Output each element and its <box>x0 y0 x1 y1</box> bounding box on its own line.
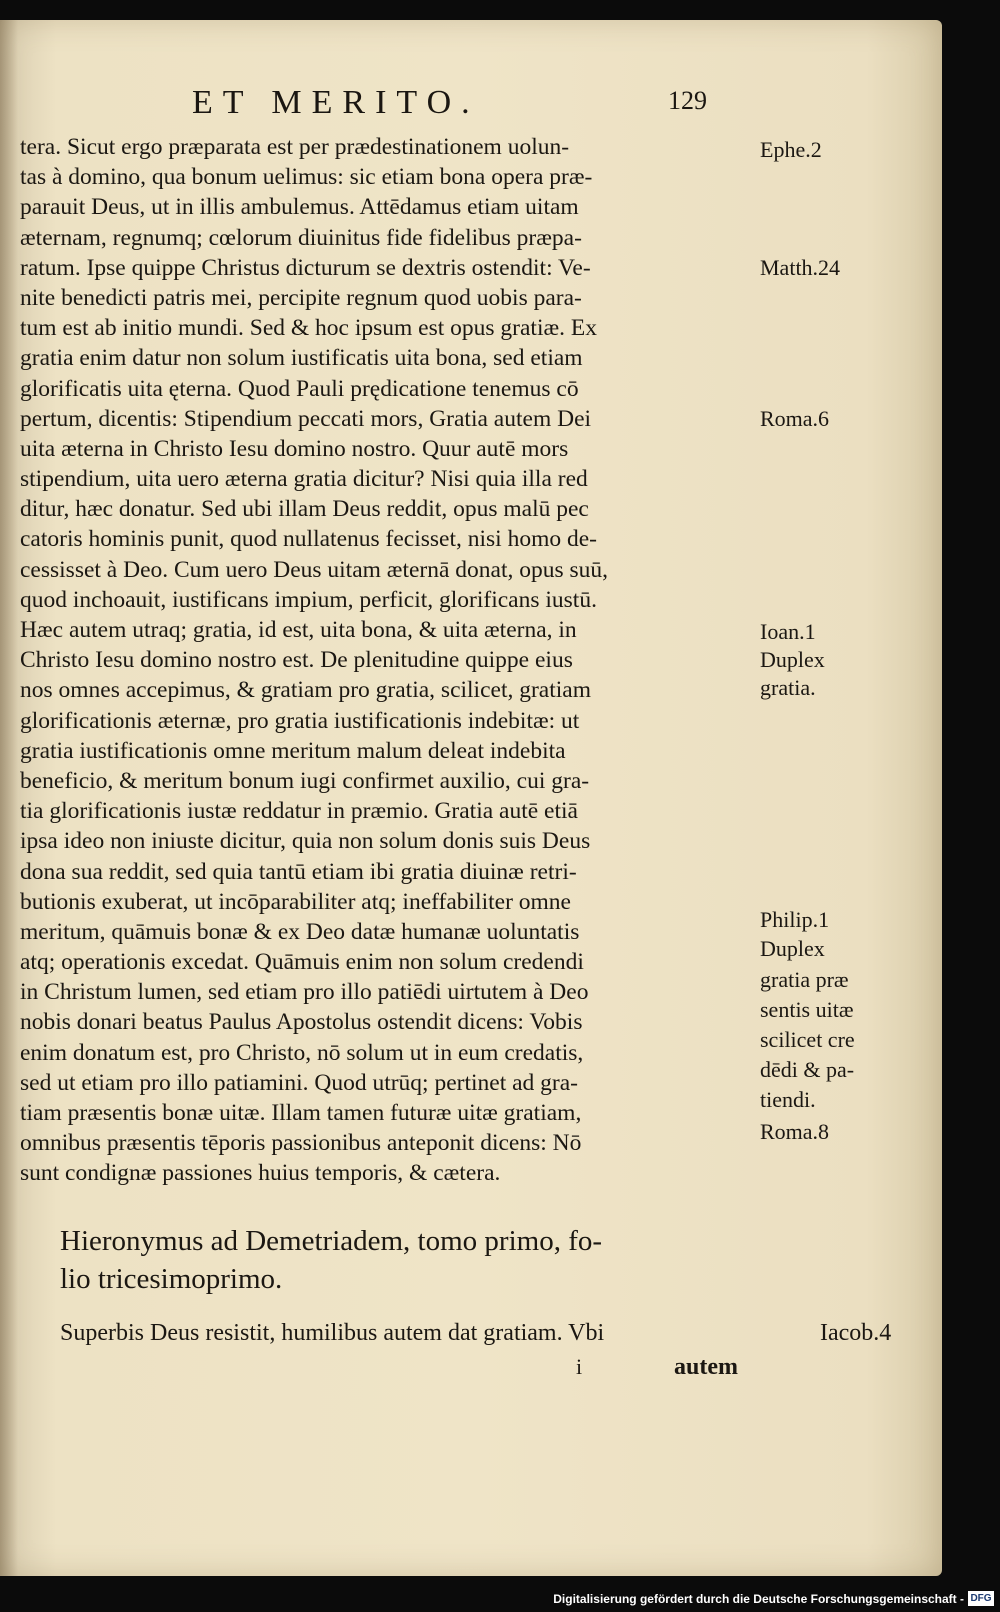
text-line: tum est ab initio mundi. Sed & hoc ipsum est opus gratiæ. Ex <box>20 315 598 342</box>
margin-note-dendi: dēdi & pa- <box>760 1057 855 1082</box>
catchword: autem <box>674 1354 738 1380</box>
text-line: gratia iustificationis omne meritum malum deleat indebita <box>20 737 566 764</box>
binding-shadow <box>0 20 18 1576</box>
text-line: glorificationis æternæ, pro gratia iustificationis indebitæ: ut <box>20 707 580 734</box>
text-line: ipsa ideo non iniuste dicitur, quia non solum donis suis Deus <box>20 828 591 855</box>
margin-note-philip: Philip.1 <box>760 907 830 932</box>
text-line: stipendium, uita uero æterna gratia dicitur? Nisi quia illa red <box>20 466 588 493</box>
page-number: 129 <box>668 86 707 115</box>
section-first-line: Superbis Deus resistit, humilibus autem dat gratiam. Vbi <box>60 1320 605 1346</box>
text-line: beneficio, & meritum bonum iugi confirmet auxilio, cui gra- <box>20 767 590 794</box>
section-heading-line: Hieronymus ad Demetriadem, tomo primo, fo- <box>60 1225 603 1257</box>
margin-note-ioan: Ioan.1 <box>760 619 816 644</box>
text-line: enim donatum est, pro Christo, nō solum ut in eum credatis, <box>20 1039 584 1066</box>
text-line: Hæc autem utraq; gratia, id est, uita bona, & uita æterna, in <box>20 617 577 643</box>
text-line: nobis donari beatus Paulus Apostolus ostendit dicens: Vobis <box>20 1009 583 1036</box>
text-line: ditur, hæc donatur. Sed ubi illam Deus reddit, opus malū pec <box>20 496 589 523</box>
text-line: parauit Deus, ut in illis ambulemus. Attēdamus etiam uitam <box>20 194 579 221</box>
text-line: in Christum lumen, sed etiam pro illo patiēdi uirtutem à Deo <box>20 979 589 1006</box>
text-line: Christo Iesu domino nostro est. De plenitudine quippe eius <box>20 647 573 674</box>
text-line: atq; operationis excedat. Quāmuis enim non solum credendi <box>20 949 584 976</box>
margin-note-sentis: sentis uitæ <box>760 997 854 1022</box>
margin-note-scilicet: scilicet cre <box>760 1027 855 1052</box>
text-line: quod inchoauit, iustificans impium, perficit, glorificans iustū. <box>20 586 597 613</box>
text-line: ratum. Ipse quippe Christus dicturum se dextris ostendit: Ve- <box>20 254 591 281</box>
dfg-logo-icon: DFG <box>968 1591 994 1606</box>
signature-mark: i <box>576 1354 583 1379</box>
digitization-credit: Digitalisierung gefördert durch die Deutsche Forschungsgemeinschaft - <box>553 1592 964 1606</box>
margin-note-duplex: Duplex <box>760 647 825 672</box>
text-line: æternam, regnumq; cœlorum diuinitus fide fidelibus præpa- <box>20 224 582 251</box>
margin-note-roma-6: Roma.6 <box>760 406 830 431</box>
text-line: uita æterna in Christo Iesu domino nostro. Quur autē mors <box>20 435 569 462</box>
margin-note-roma-8: Roma.8 <box>760 1119 830 1144</box>
text-line: tera. Sicut ergo præparata est per prædestinationem uolun- <box>20 134 570 160</box>
text-line: pertum, dicentis: Stipendium peccati mors, Gratia autem Dei <box>20 405 592 432</box>
margin-note-matth: Matth.24 <box>760 255 841 280</box>
margin-note-duplex-2: Duplex <box>760 936 825 961</box>
margin-note-gratia-prae: gratia præ <box>760 967 849 992</box>
section-heading-line: lio tricesimoprimo. <box>60 1263 283 1295</box>
text-line: gratia enim datur non solum iustificatis uita bona, sed etiam <box>20 345 583 372</box>
text-line: butionis exuberat, ut incōparabiliter atq; ineffabiliter omne <box>20 888 571 915</box>
text-line: sunt condignæ passiones huius temporis, & cætera. <box>20 1160 501 1187</box>
text-line: nos omnes accepimus, & gratiam pro gratia, scilicet, gratiam <box>20 677 591 704</box>
text-line: nite benedicti patris mei, percipite regnum quod uobis para- <box>20 284 582 311</box>
text-line: sed ut etiam pro illo patiamini. Quod utrūq; pertinet ad gra- <box>20 1069 578 1096</box>
margin-note-iacob: Iacob.4 <box>820 1320 892 1346</box>
text-line: cessisset à Deo. Cum uero Deus uitam æternā donat, opus suū, <box>20 556 609 583</box>
section-heading <box>60 1222 880 1298</box>
text-line: omnibus præsentis tēporis passionibus anteponit dicens: Nō <box>20 1130 582 1157</box>
text-line: glorificatis uita ęterna. Quod Pauli prędicatione tenemus cō <box>20 375 579 402</box>
text-line: tas à domino, qua bonum uelimus: sic etiam bona opera præ- <box>20 164 593 191</box>
text-line: catoris hominis punit, quod nullatenus fecisset, nisi homo de- <box>20 526 597 553</box>
text-line: tia glorificationis iustæ reddatur in præmio. Gratia autē etiā <box>20 798 578 825</box>
text-line: dona sua reddit, sed quia tantū etiam ibi gratia diuinæ retri- <box>20 858 577 885</box>
running-head: ET MERITO. <box>192 84 480 121</box>
margin-note-tiendi: tiendi. <box>760 1087 816 1112</box>
text-line: meritum, quāmuis bonæ & ex Deo datæ humanæ uoluntatis <box>20 918 580 945</box>
text-line: tiam præsentis bonæ uitæ. Illam tamen futuræ uitæ gratiam, <box>20 1100 582 1126</box>
margin-note-ephe: Ephe.2 <box>760 137 822 162</box>
margin-note-gratia: gratia. <box>760 675 816 700</box>
body-text <box>20 132 760 1189</box>
